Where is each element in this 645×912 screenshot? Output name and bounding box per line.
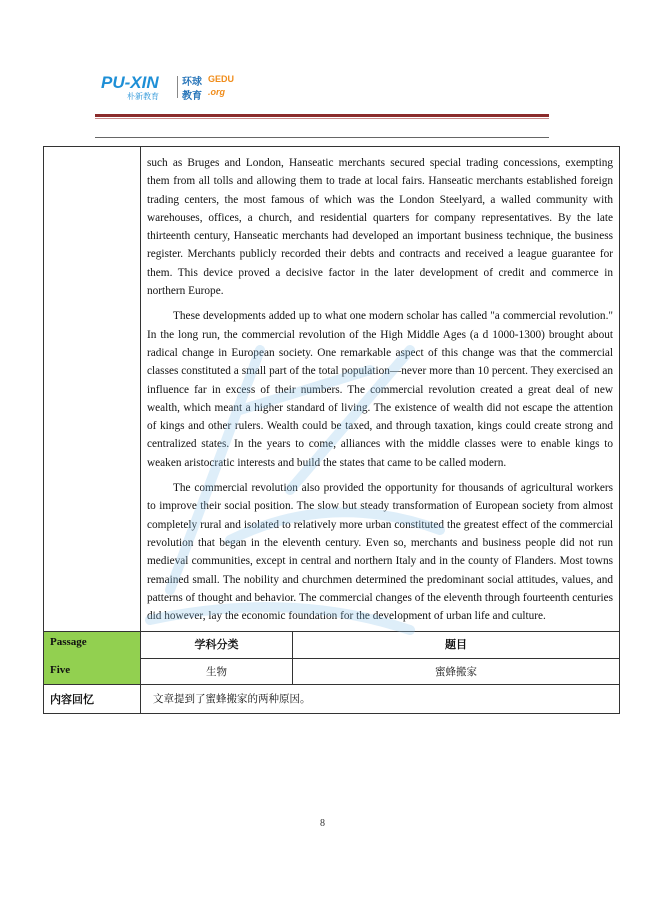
passage-five-label-top: Passage <box>44 632 141 659</box>
logo-en2: .org <box>208 87 225 97</box>
subject-header: 学科分类 <box>141 632 293 659</box>
header-rule-thin <box>95 118 549 119</box>
logo-cn2: 教育 <box>182 91 202 102</box>
subject-value: 生物 <box>141 658 293 684</box>
passage-five-header-row <box>44 632 620 659</box>
passage-label-cell-empty <box>44 147 141 632</box>
recall-label: 内容回忆 <box>44 684 141 713</box>
passage-paragraph-3: The commercial revolution also provided the opportunity for thousands of agricultural workers to improve their social position. The slow but steady transformation of European society from almost completely rural and isolated to relatively more urban constituted the greatest effect of the commercial revolution that began in the eleventh century. Even so, merchants and business people did not run medieval communities, except in central and northern Italy and in the county of Flanders. Most towns remained small. The nobility and churchmen determined the predominant social attitudes, values, and patterns of thought and behavior. The commercial changes of the eleventh through fourteenth centuries did however, lay the economic foundation for the development of urban life and culture. <box>147 482 614 623</box>
passage-text-cell <box>141 147 620 632</box>
logo-divider <box>177 76 178 98</box>
passage-paragraph-2: These developments added up to what one modern scholar has called "a commercial revolution." In the long run, the commercial revolution of the High Middle Ages (a d 1000-1300) brought about radical change in European society. One remarkable aspect of this change was that the commercial classes constituted a small part of the total population—never more than 10 percent. They exercised an influence far in excess of their numbers. The commercial revolution created a great deal of new wealth, which meant a higher standard of living. The existence of wealth did not escape the attention of kings and other rulers. Wealth could be taxed, and through taxation, kings could create strong and centralized states. In the years to come, alliances with the middle classes were to enable kings to weaken aristocratic interests and build the states that came to be called modern. <box>147 310 614 469</box>
header-rule-thick <box>95 114 549 117</box>
logo-cn1: 环球 <box>182 77 202 88</box>
passage-row <box>44 147 620 632</box>
passage-five-label-bottom: Five <box>44 658 141 684</box>
title-header: 题目 <box>293 632 620 659</box>
logo-text-cn: 朴新教育 <box>127 92 159 101</box>
logo-text-en: PU-XIN <box>101 73 159 92</box>
puxin-gedu-logo <box>101 74 242 100</box>
header-rule-lower <box>95 137 549 138</box>
title-value: 蜜蜂搬家 <box>293 658 620 684</box>
page-number: 8 <box>320 818 325 829</box>
passage-paragraph-1: such as Bruges and London, Hanseatic merchants secured special trading concessions, exempting them from all tolls and allowing them to trade at local fairs. Hanseatic merchants established foreign trading centers, the most famous of which was the London Steelyard, a walled community with warehouses, offices, a church, and residential quarters for company representatives. By the late thirteenth century, Hanseatic merchants had developed an important business technique, the business register. Merchants publicly recorded their debts and contracts and received a league guarantee for them. This device proved a decisive factor in the later development of credit and commerce in northern Europe. <box>147 157 614 298</box>
passage-five-value-row <box>44 658 620 684</box>
recall-row <box>44 684 620 713</box>
recall-text: 文章提到了蜜蜂搬家的两种原因。 <box>141 684 620 713</box>
logo-en1: GEDU <box>208 74 235 84</box>
gedu-logo <box>182 74 242 100</box>
content-table <box>43 146 620 714</box>
puxin-logo <box>101 74 171 100</box>
